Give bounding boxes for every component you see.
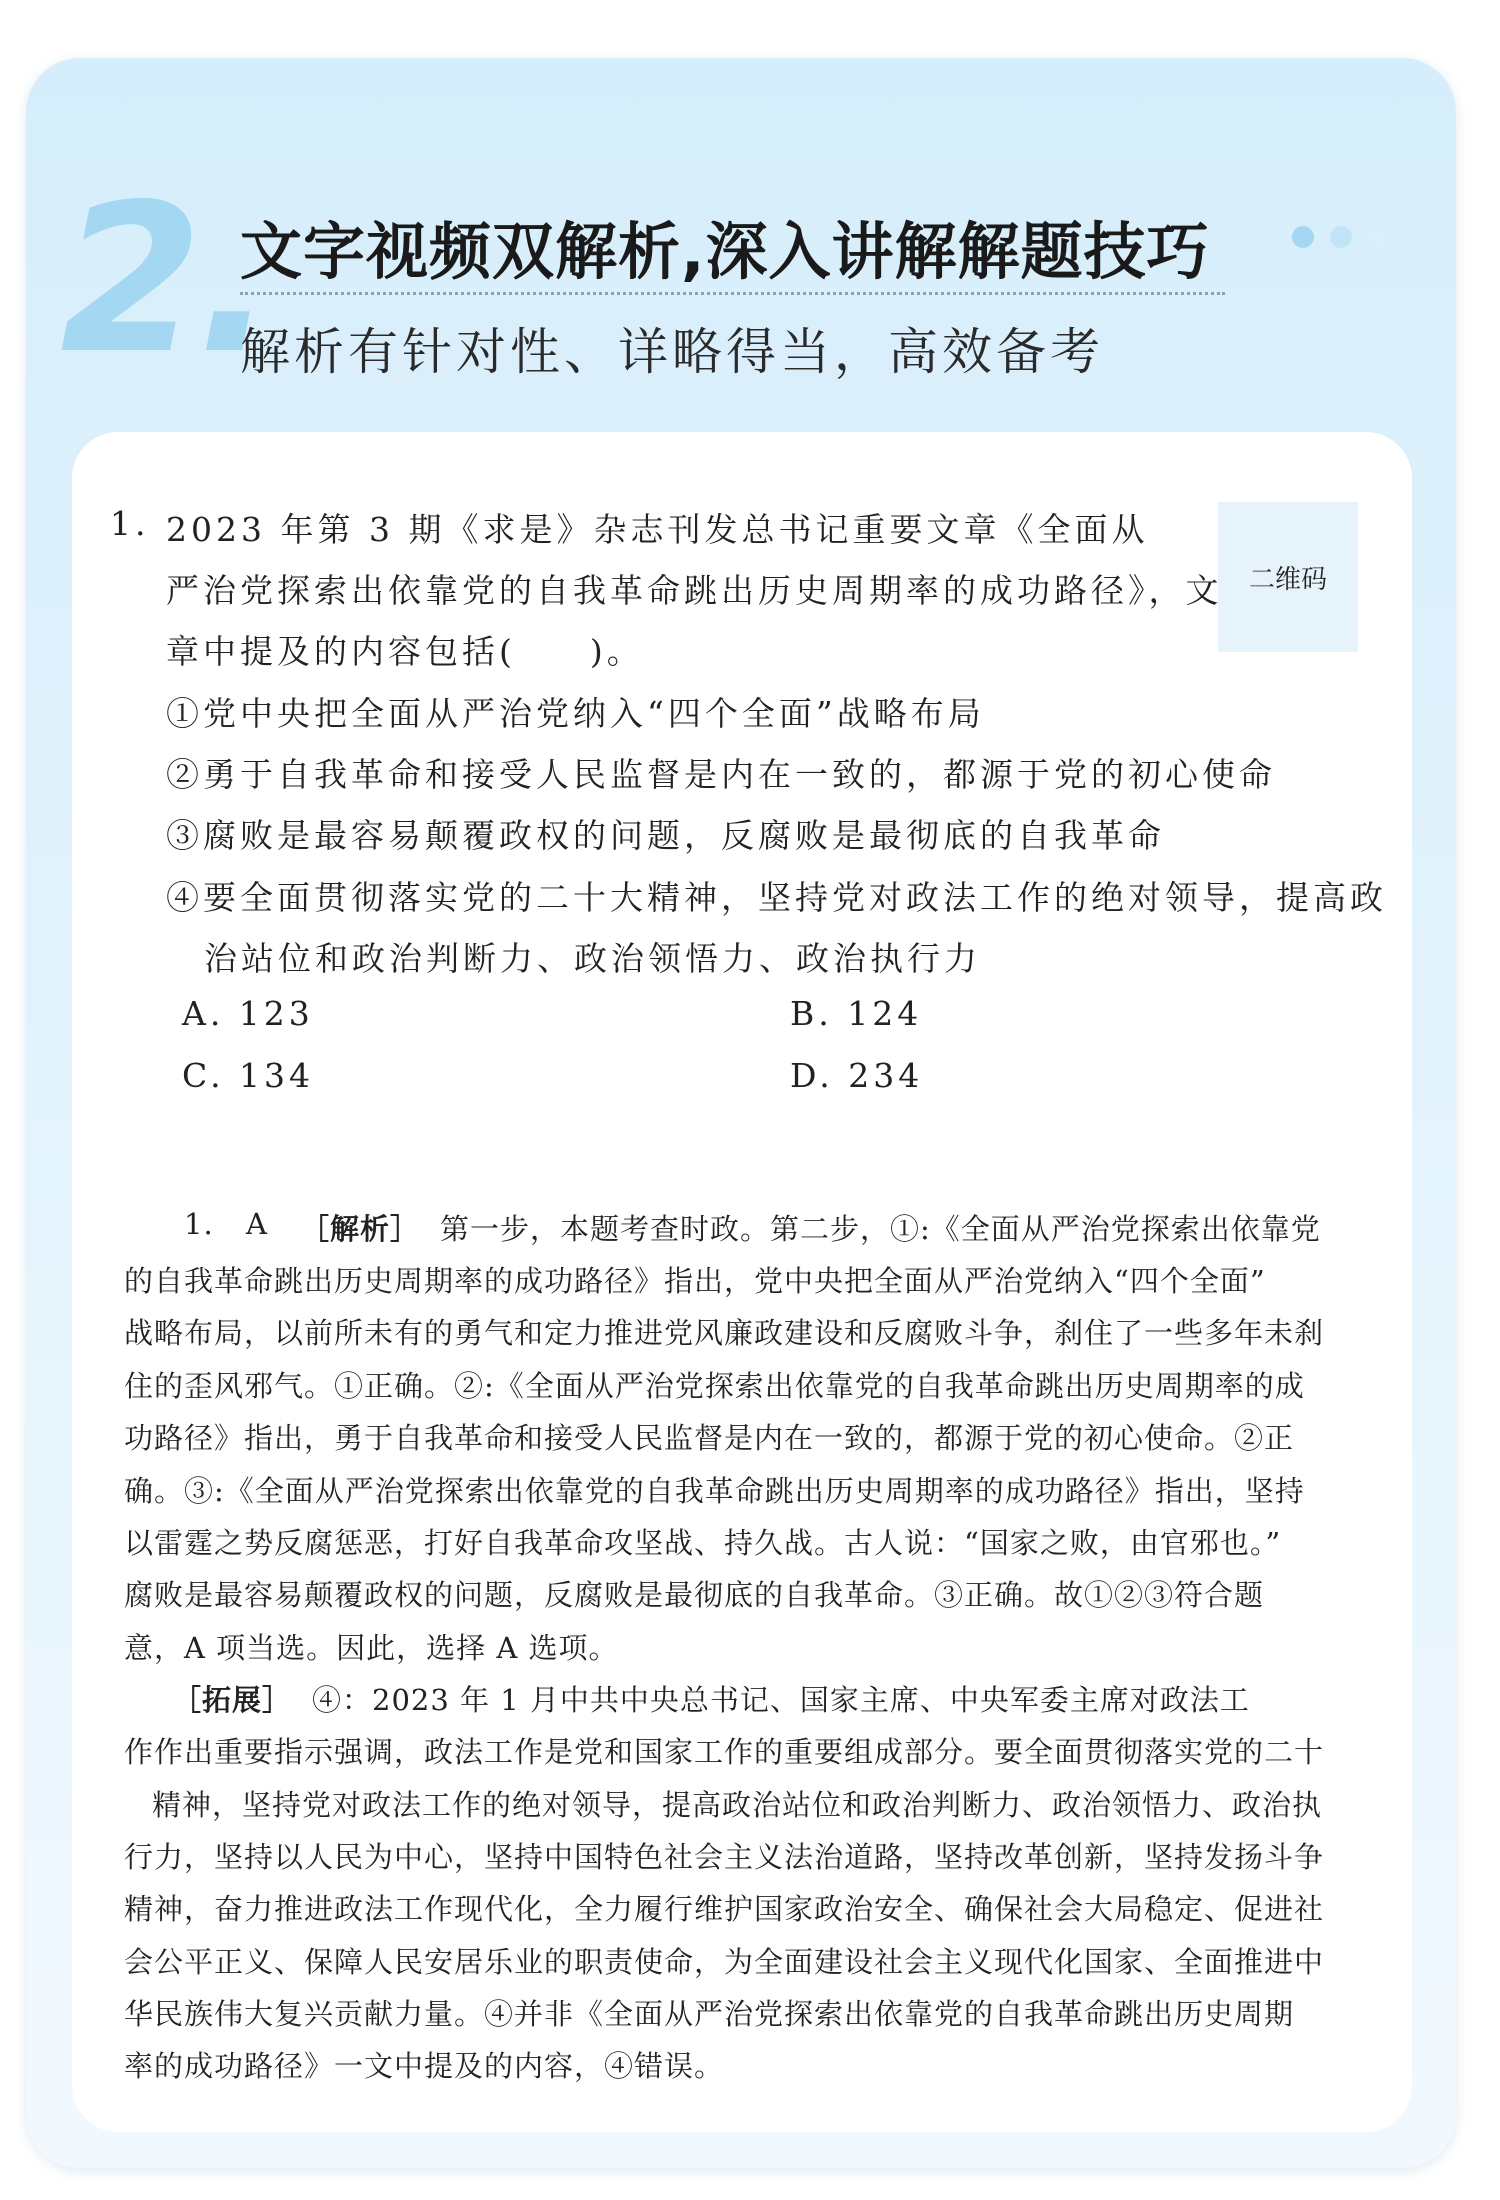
dot-3 bbox=[1368, 226, 1390, 248]
extension-line: 作作出重要指示强调，政法工作是党和国家工作的重要组成部分。要全面贯彻落实党的二十 bbox=[124, 1735, 1325, 1769]
analysis-line: 第一步，本题考查时政。第二步，①:《全面从严治党探索出依靠党 bbox=[440, 1212, 1321, 1246]
statement-4: ④要全面贯彻落实党的二十大精神，坚持党对政法工作的绝对领导，提高政 bbox=[166, 878, 1387, 917]
option-c[interactable]: C. 134 bbox=[182, 1056, 315, 1095]
extension-line: 率的成功路径》一文中提及的内容，④错误。 bbox=[124, 2049, 725, 2083]
section-number: 2. bbox=[60, 161, 269, 399]
section-title: 文字视频双解析,深入讲解解题技巧 bbox=[240, 215, 1210, 288]
qr-code[interactable] bbox=[1218, 502, 1358, 652]
statement-2: ②勇于自我革命和接受人民监督是内在一致的，都源于党的初心使命 bbox=[166, 755, 1276, 794]
statement-4-continued: 治站位和政治判断力、政治领悟力、政治执行力 bbox=[204, 939, 981, 978]
qr-label: 二维码 bbox=[1248, 564, 1327, 595]
analysis-line: 以雷霆之势反腐惩恶，打好自我革命攻坚战、持久战。古人说：“国家之败，由官邪也。” bbox=[124, 1526, 1282, 1560]
question-stem-line: 2023 年第 3 期《求是》杂志刊发总书记重要文章《全面从 bbox=[166, 510, 1149, 549]
option-d[interactable]: D. 234 bbox=[790, 1056, 924, 1095]
analysis-line: 住的歪风邪气。①正确。②:《全面从严治党探索出依靠党的自我革命跳出历史周期率的成 bbox=[124, 1369, 1305, 1403]
decorative-dots bbox=[1292, 226, 1406, 252]
analysis-line: 功路径》指出，勇于自我革命和接受人民监督是内在一致的，都源于党的初心使命。②正 bbox=[124, 1421, 1295, 1455]
option-a[interactable]: A. 123 bbox=[182, 994, 314, 1033]
extension-line: ④：2023 年 1 月中共中央总书记、国家主席、中央军委主席对政法工 bbox=[312, 1683, 1250, 1717]
title-divider bbox=[240, 292, 1225, 295]
question-stem-line: 章中提及的内容包括( )。 bbox=[166, 632, 644, 671]
extension-tag: ［拓展］ bbox=[172, 1683, 293, 1717]
statement-1: ①党中央把全面从严治党纳入“四个全面”战略布局 bbox=[166, 694, 985, 733]
answer-letter: A bbox=[246, 1207, 268, 1241]
option-b[interactable]: B. 124 bbox=[790, 994, 923, 1033]
dot-2 bbox=[1330, 226, 1352, 248]
answer-number: 1. bbox=[184, 1207, 214, 1241]
analysis-line: 腐败是最容易颠覆政权的问题，反腐败是最彻底的自我革命。③正确。故①②③符合题 bbox=[124, 1578, 1265, 1612]
question-number: 1. bbox=[110, 504, 150, 543]
analysis-line: 的自我革命跳出历史周期率的成功路径》指出，党中央把全面从严治党纳入“四个全面” bbox=[124, 1264, 1266, 1298]
question-stem-line: 严治党探索出依靠党的自我革命跳出历史周期率的成功路径》，文 bbox=[166, 571, 1223, 610]
extension-line: 精神，坚持党对政法工作的绝对领导，提高政治站位和政治判断力、政治领悟力、政治执 bbox=[152, 1788, 1323, 1822]
extension-line: 行力，坚持以人民为中心，坚持中国特色社会主义法治道路，坚持改革创新，坚持发扬斗争 bbox=[124, 1840, 1325, 1874]
dot-1 bbox=[1292, 226, 1314, 248]
extension-line: 会公平正义、保障人民安居乐业的职责使命，为全面建设社会主义现代化国家、全面推进中 bbox=[124, 1945, 1325, 1979]
section-subtitle: 解析有针对性、详略得当，高效备考 bbox=[240, 323, 1104, 381]
analysis-line: 意，A 项当选。因此，选择 A 选项。 bbox=[124, 1631, 619, 1665]
statement-3: ③腐败是最容易颠覆政权的问题，反腐败是最彻底的自我革命 bbox=[166, 816, 1165, 855]
analysis-line: 确。③:《全面从严治党探索出依靠党的自我革命跳出历史周期率的成功路径》指出，坚持 bbox=[124, 1474, 1305, 1508]
extension-line: 华民族伟大复兴贡献力量。④并非《全面从严治党探索出依靠党的自我革命跳出历史周期 bbox=[124, 1997, 1295, 2031]
analysis-line: 战略布局，以前所未有的勇气和定力推进党风廉政建设和反腐败斗争，刹住了一些多年未刹 bbox=[124, 1316, 1325, 1350]
extension-line: 精神，奋力推进政法工作现代化，全力履行维护国家政治安全、确保社会大局稳定、促进社 bbox=[124, 1892, 1325, 1926]
analysis-tag: ［解析］ bbox=[300, 1212, 421, 1246]
